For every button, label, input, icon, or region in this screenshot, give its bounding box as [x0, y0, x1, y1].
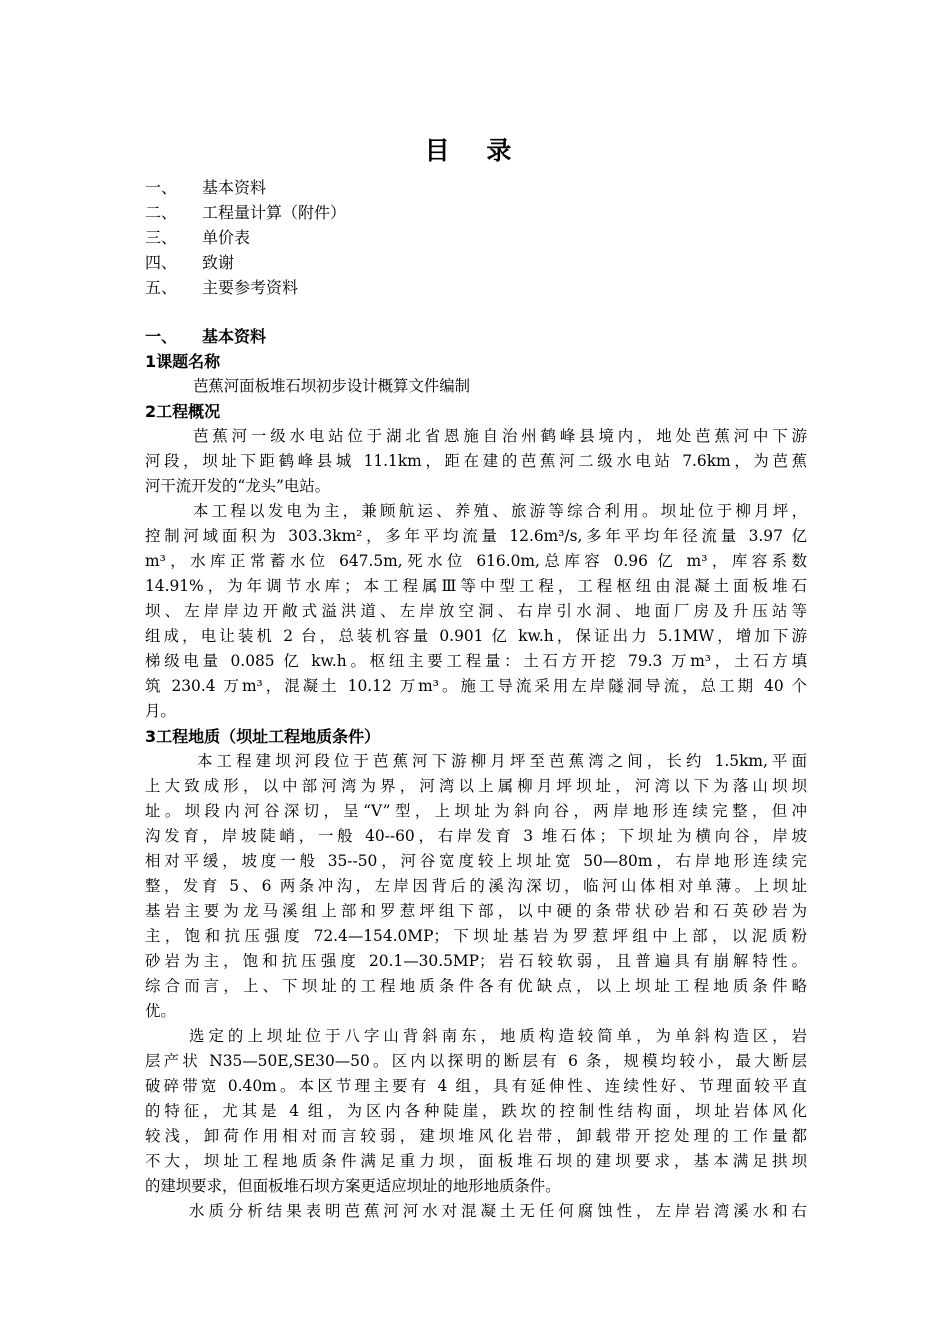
- subsection-heading-topic: 1课题名称: [145, 352, 221, 371]
- subsection-heading-overview: 2工程概况: [145, 402, 221, 421]
- toc-item-label: 基本资料: [202, 178, 267, 197]
- paragraph-line: 坝、左岸岸边开敞式溢洪道、左岸放空洞、右岸引水洞、地面厂房及升压站等: [145, 602, 807, 620]
- toc-item-number: 五、: [145, 278, 178, 297]
- paragraph-line: 河段，坝址下距鹤峰县城 11.1km，距在建的芭蕉河二级水电站 7.6km，为芭蕉: [145, 452, 807, 470]
- paragraph-line: 层产状 N35—50E,SE30—50。区内以探明的断层有 6 条，规模均较小，最大断层: [145, 1052, 807, 1070]
- table-of-contents: [145, 175, 346, 300]
- toc-item: [145, 250, 346, 275]
- section-heading-basic-data: [145, 324, 807, 349]
- toc-item-label: 工程量计算（附件）: [202, 203, 347, 222]
- paragraph-line: 上大致成形，以中部河湾为界，河湾以上属柳月坪坝址，河湾以下为落山坝坝: [145, 777, 807, 795]
- paragraph-line: 整，发育 5、6 两条冲沟，左岸因背后的溪沟深切，临河山体相对单薄。上坝址: [145, 877, 807, 895]
- toc-item: [145, 225, 346, 250]
- paragraph-line: 梯级电量 0.085 亿 kw.h。枢纽主要工程量：土石方开挖 79.3 万m³，土石方填: [145, 652, 807, 670]
- paragraph-line: 沟发育，岸坡陡峭，一般 40--60，右岸发育 3 堆石体；下坝址为横向谷，岸坡: [145, 827, 807, 845]
- toc-item-number: 三、: [145, 228, 178, 247]
- paragraph-line: 河干流开发的“龙头”电站。: [145, 477, 331, 495]
- paragraph-line: 组成，电让装机 2 台，总装机容量 0.901 亿 kw.h，保证出力 5.1MW，增加下游: [145, 627, 807, 645]
- paragraph-line: 基岩主要为龙马溪组上部和罗惹坪组下部，以中硬的条带状砂岩和石英砂岩为: [145, 902, 807, 920]
- toc-item: [145, 175, 346, 200]
- toc-item-number: 一、: [145, 178, 178, 197]
- subsection-heading-geology: 3工程地质（坝址工程地质条件）: [145, 727, 381, 746]
- paragraph-line: 的特征，尤其是 4 组，为区内各种陡崖，跌坎的控制性结构面，坝址岩体风化: [145, 1102, 807, 1120]
- paragraph-line: 不大，坝址工程地质条件满足重力坝，面板堆石坝的建坝要求，基本满足拱坝: [145, 1152, 807, 1170]
- paragraph-line: 较浅，卸荷作用相对而言较弱，建坝堆风化岩带，卸载带开挖处理的工作量都: [145, 1127, 807, 1145]
- paragraph-line: 综合而言，上、下坝址的工程地质条件各有优缺点，以上坝址工程地质条件略: [145, 977, 807, 995]
- paragraph-line: 筑 230.4 万m³，混凝土 10.12 万m³。施工导流采用左岸隧洞导流，总工期 40 个: [145, 677, 807, 695]
- paragraph-line: 主，饱和抗压强度 72.4—154.0MP；下坝址基岩为罗惹坪组中上部，以泥质粉: [145, 927, 807, 945]
- paragraph-line: 14.91%，为年调节水库；本工程属Ⅲ等中型工程，工程枢纽由混凝土面板堆石: [145, 577, 807, 595]
- toc-item-number: 四、: [145, 253, 178, 272]
- toc-item: [145, 200, 346, 225]
- toc-item-label: 单价表: [202, 228, 251, 247]
- section-number: 一、: [145, 327, 178, 346]
- toc-item-label: 主要参考资料: [202, 278, 299, 297]
- paragraph-line: 芭蕉河一级水电站位于湖北省恩施自治州鹤峰县境内，地处芭蕉河中下游: [193, 427, 807, 445]
- paragraph-line: m³，水库正常蓄水位 647.5m,死水位 616.0m,总库容 0.96 亿 m³，库容系数: [145, 552, 807, 570]
- paragraph-line: 水质分析结果表明芭蕉河河水对混凝土无任何腐蚀性，左岸岩湾溪水和右: [189, 1202, 807, 1220]
- paragraph-line: 控制河域面积为 303.3km²，多年平均流量 12.6m³/s,多年平均年径流量 3.97 亿: [145, 527, 807, 545]
- toc-item-label: 致谢: [202, 253, 235, 272]
- paragraph-line: 的建坝要求，但面板堆石坝方案更适应坝址的地形地质条件。: [145, 1177, 561, 1195]
- paragraph-line: 相对平缓，坡度一般 35--50，河谷宽度较上坝址宽 50—80m，右岸地形连续完: [145, 852, 807, 870]
- paragraph-line: 砂岩为主，饱和抗压强度 20.1—30.5MP；岩石较软弱，且普遍具有崩解特性。: [145, 952, 807, 970]
- document-body: [145, 324, 807, 1224]
- paragraph-line: 选定的上坝址位于八字山背斜南东，地质构造较简单，为单斜构造区，岩: [189, 1027, 807, 1045]
- paragraph-line: 本工程以发电为主，兼顾航运、养殖、旅游等综合利用。坝址位于柳月坪，: [193, 502, 807, 520]
- paragraph-line: 本工程建坝河段位于芭蕉河下游柳月坪至芭蕉湾之间，长约 1.5km,平面: [197, 752, 807, 770]
- paragraph-line: 破碎带宽 0.40m。本区节理主要有 4 组，具有延伸性、连续性好、节理面较平直: [145, 1077, 807, 1095]
- paragraph-line: 优。: [145, 1002, 176, 1020]
- toc-item-number: 二、: [145, 203, 178, 222]
- paragraph-line: 月。: [145, 702, 176, 720]
- toc-item: [145, 275, 346, 300]
- page-title: 目 录: [424, 136, 526, 165]
- section-label: 基本资料: [202, 327, 267, 346]
- paragraph-line: 芭蕉河面板堆石坝初步设计概算文件编制: [193, 377, 471, 395]
- paragraph-line: 址。坝段内河谷深切，呈“V”型，上坝址为斜向谷，两岸地形连续完整，但冲: [145, 802, 807, 820]
